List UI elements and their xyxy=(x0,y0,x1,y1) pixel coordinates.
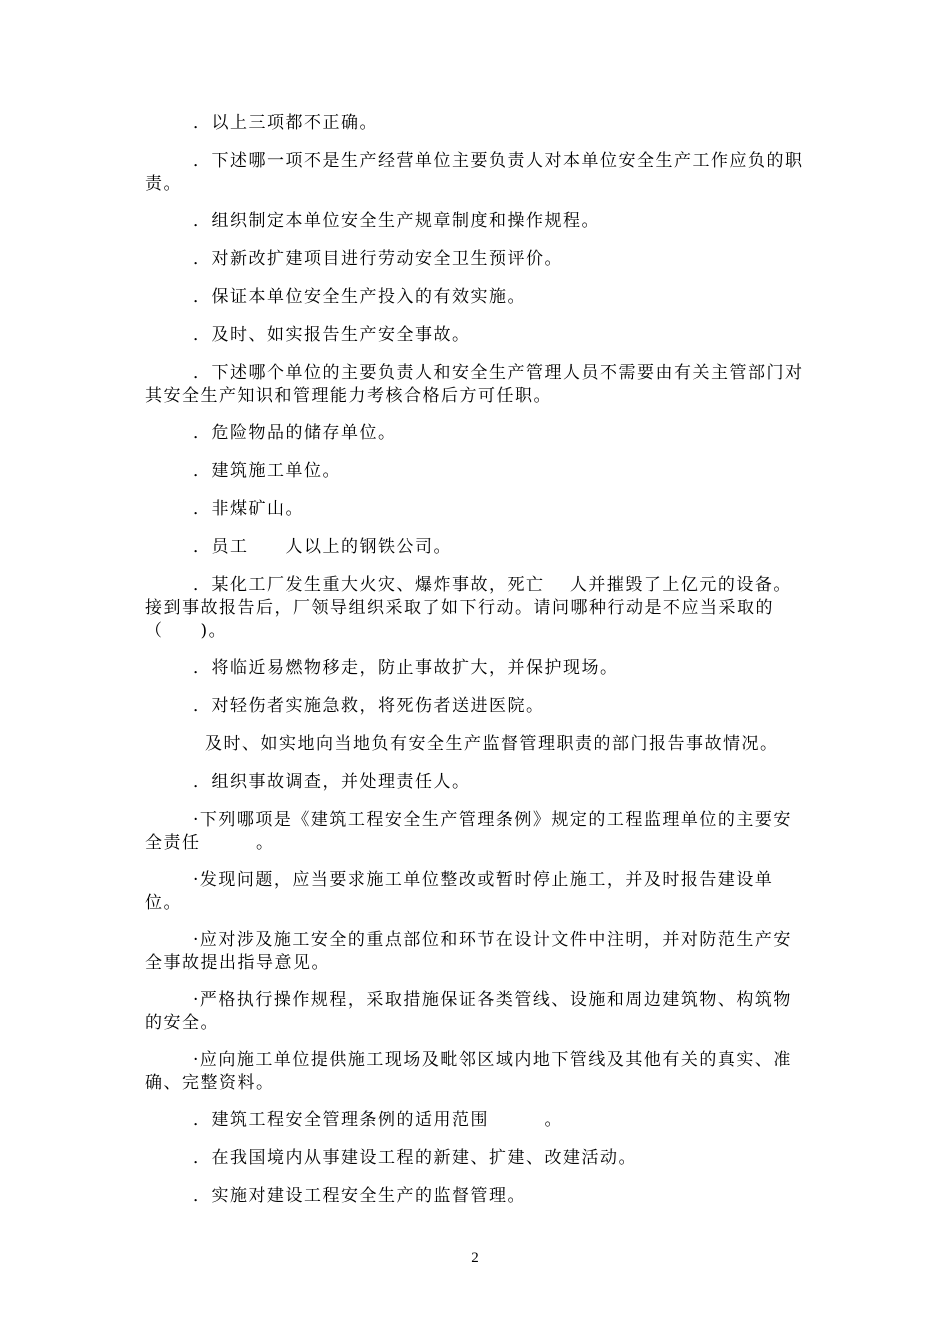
option-paragraph: ·严格执行操作规程，采取措施保证各类管线、设施和周边建筑物、构筑物的安全。 xyxy=(145,990,792,1033)
option-paragraph: ．以上三项都不正确。 xyxy=(193,113,378,133)
question-paragraph: ．建筑工程安全管理条例的适用范围 。 xyxy=(193,1110,563,1130)
question-paragraph: ·下列哪项是《建筑工程安全生产管理条例》规定的工程监理单位的主要安全责任 。 xyxy=(145,810,792,853)
option-paragraph: ．保证本单位安全生产投入的有效实施。 xyxy=(193,287,526,307)
option-paragraph: ．组织事故调查，并处理责任人。 xyxy=(193,772,471,792)
document-body xyxy=(145,112,810,1223)
option-paragraph: ．员工 人以上的钢铁公司。 xyxy=(193,537,452,557)
option-paragraph: ·应向施工单位提供施工现场及毗邻区域内地下管线及其他有关的真实、准确、完整资料。 xyxy=(145,1050,792,1093)
option-paragraph: ·发现问题，应当要求施工单位整改或暂时停止施工，并及时报告建设单位。 xyxy=(145,870,774,913)
option-paragraph: ．组织制定本单位安全生产规章制度和操作规程。 xyxy=(193,211,600,231)
option-paragraph: ．及时、如实报告生产安全事故。 xyxy=(193,325,471,345)
question-paragraph: ．下述哪个单位的主要负责人和安全生产管理人员不需要由有关主管部门对其安全生产知识和管理能力考核合格后方可任职。 xyxy=(145,363,804,406)
option-paragraph: ．将临近易燃物移走，防止事故扩大，并保护现场。 xyxy=(193,658,619,678)
option-paragraph: ．建筑施工单位。 xyxy=(193,461,341,481)
option-paragraph: ．非煤矿山。 xyxy=(193,499,304,519)
option-paragraph: ·应对涉及施工安全的重点部位和环节在设计文件中注明，并对防范生产安全事故提出指导意见。 xyxy=(145,930,792,973)
option-paragraph: ．危险物品的储存单位。 xyxy=(193,423,397,443)
option-paragraph: ．对新改扩建项目进行劳动安全卫生预评价。 xyxy=(193,249,563,269)
page-number: 2 xyxy=(471,1250,479,1266)
option-paragraph: 及时、如实地向当地负有安全生产监督管理职责的部门报告事故情况。 xyxy=(205,734,779,754)
question-paragraph: ．某化工厂发生重大火灾、爆炸事故，死亡 人并摧毁了上亿元的设备。接到事故报告后，厂领导组织采取了如下行动。请问哪种行动是不应当采取的（ )。 xyxy=(145,575,792,641)
option-paragraph: ．对轻伤者实施急救，将死伤者送进医院。 xyxy=(193,696,545,716)
question-paragraph: ．下述哪一项不是生产经营单位主要负责人对本单位安全生产工作应负的职责。 xyxy=(145,151,804,194)
option-paragraph: ．实施对建设工程安全生产的监督管理。 xyxy=(193,1186,526,1206)
option-paragraph: ．在我国境内从事建设工程的新建、扩建、改建活动。 xyxy=(193,1148,637,1168)
